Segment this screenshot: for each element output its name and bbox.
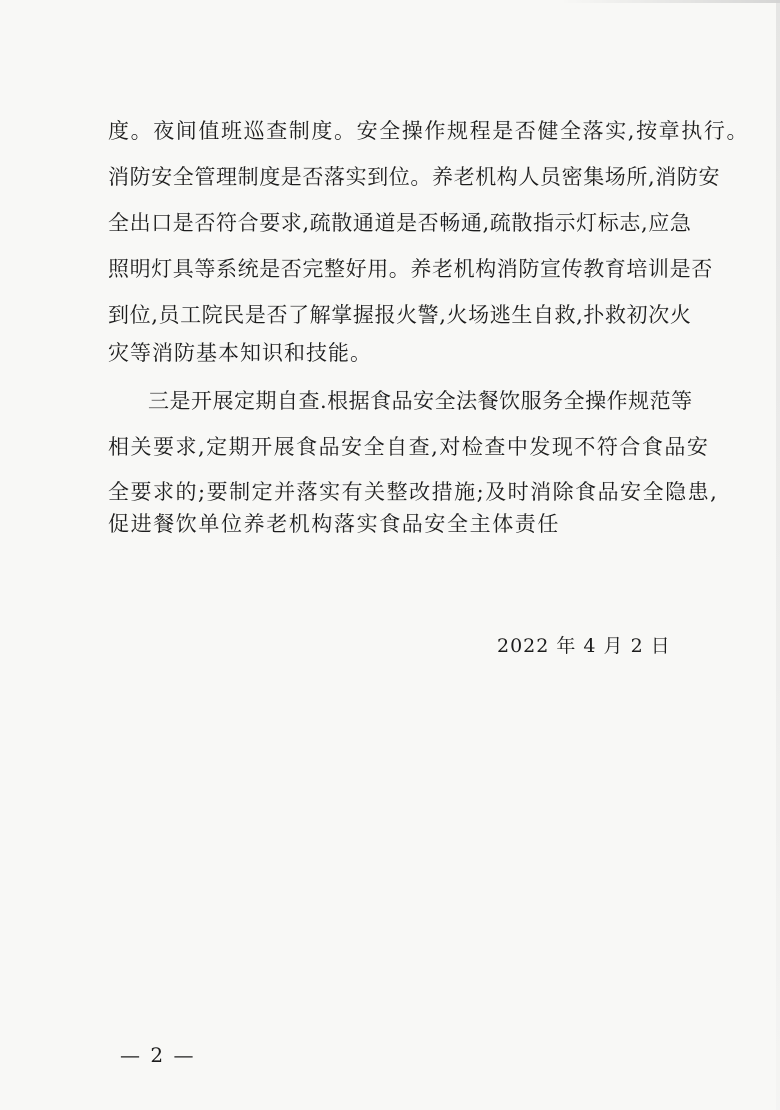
document-date: 2022 年 4 月 2 日 xyxy=(497,635,671,657)
body-line-10: 促进餐饮单位养老机构落实食品安全主体责任 xyxy=(108,512,560,536)
scan-edge-top xyxy=(560,0,780,3)
body-line-4: 照明灯具等系统是否完整好用。养老机构消防宣传教育培训是否 xyxy=(108,257,713,281)
page-number: — 2 — xyxy=(120,1043,196,1067)
body-line-3: 全出口是否符合要求,疏散通道是否畅通,疏散指示灯标志,应急 xyxy=(108,211,692,235)
body-line-5: 到位,员工院民是否了解掌握报火警,火场逃生自救,扑救初次火 xyxy=(108,303,692,327)
body-line-1: 度。夜间值班巡查制度。安全操作规程是否健全落实,按章执行。 xyxy=(108,119,750,143)
body-line-6: 灾等消防基本知识和技能。 xyxy=(108,341,372,365)
body-line-7: 三是开展定期自查.根据食品安全法餐饮服务全操作规范等 xyxy=(148,389,693,413)
body-line-8: 相关要求,定期开展食品安全自查,对检查中发现不符合食品安 xyxy=(108,435,710,459)
scan-edge-right xyxy=(776,0,780,1110)
body-line-2: 消防安全管理制度是否落实到位。养老机构人员密集场所,消防安 xyxy=(108,165,721,189)
body-line-9: 全要求的;要制定并落实有关整改措施;及时消除食品安全隐患, xyxy=(108,480,719,504)
